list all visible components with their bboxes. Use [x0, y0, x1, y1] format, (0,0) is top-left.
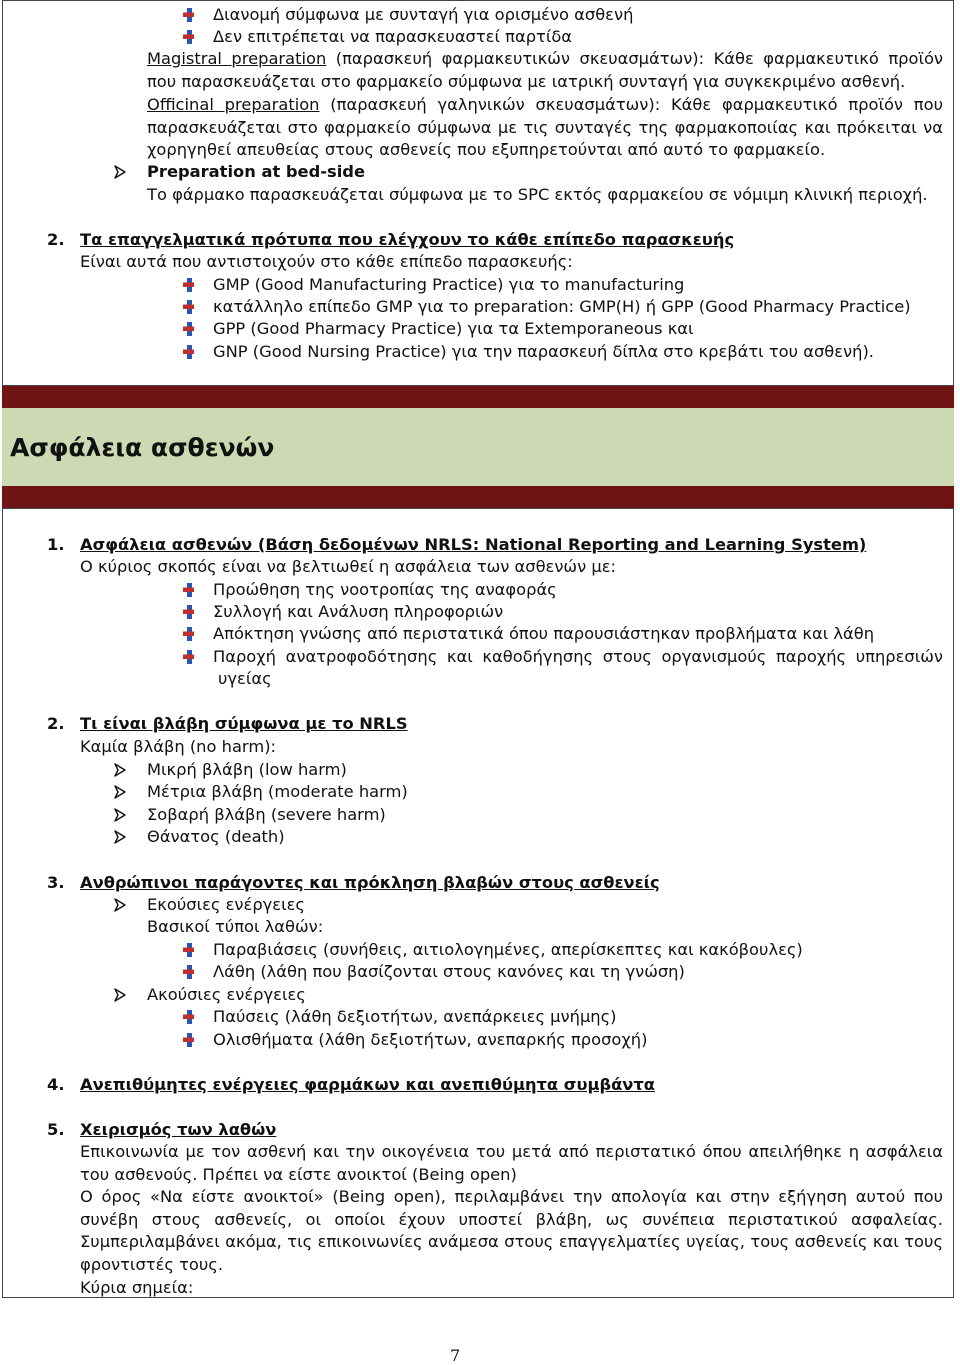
p5-number: 5.	[47, 1120, 65, 1139]
bullet-icon	[182, 345, 196, 359]
p3-voluntary-item: Λάθη (λάθη που βασίζονται στους κανόνες και τη γνώση)	[213, 962, 685, 981]
p1-number: 1.	[47, 535, 65, 554]
p2-title: Τι είναι βλάβη σύμφωνα με το NRLS	[80, 714, 408, 733]
arrow-bullet-icon	[113, 898, 127, 912]
p3-involuntary-item: Παύσεις (λάθη δεξιοτήτων, ανεπάρκειες μνήμης)	[213, 1007, 617, 1026]
section-band-top	[2, 386, 954, 408]
s2-title: Τα επαγγελματικά πρότυπα που ελέγχουν το κάθε επίπεδο παρασκευής	[80, 230, 735, 249]
p1-item-continuation: υγείας	[218, 669, 272, 688]
s2-item: GPP (Good Pharmacy Practice) για τα Extemporaneous και	[213, 319, 694, 338]
officinal-text: (παρασκευή γαληνικών σκευασμάτων): Κάθε φαρμακευτικό προϊόν που παρασκευάζεται στο φαρμακείο σύμφωνα με τις συνταγές της φαρμακοποιίας και πρόκειται να χορηγηθεί απευθείας στους ασθενείς που εξυπηρετούνται από αυτό το φαρμακείο.	[147, 95, 943, 159]
bullet-icon	[182, 965, 196, 979]
bullet-icon	[182, 278, 196, 292]
bullet-icon	[182, 1033, 196, 1047]
bullet-icon	[182, 1010, 196, 1024]
bullet-icon	[182, 605, 196, 619]
bullet-icon	[182, 30, 196, 44]
p1-item: Απόκτηση γνώσης από περιστατικά όπου παρουσιάστηκαν προβλήματα και λάθη	[213, 624, 875, 643]
arrow-bullet-icon	[113, 808, 127, 822]
section-title: Ασφάλεια ασθενών	[10, 433, 275, 462]
bedside-text: Το φάρμακο παρασκευάζεται σύμφωνα με το SPC εκτός φαρμακείου σε νόμιμη κλινική περιοχή.	[147, 185, 928, 204]
p3-involuntary: Ακούσιες ενέργειες	[147, 985, 306, 1004]
s2-item: GMP (Good Manufacturing Practice) για το manufacturing	[213, 275, 685, 294]
bullet-icon	[182, 627, 196, 641]
p2-item: Μέτρια βλάβη (moderate harm)	[147, 782, 408, 801]
p2-number: 2.	[47, 714, 65, 733]
p1-intro: Ο κύριος σκοπός είναι να βελτιωθεί η ασφάλεια των ασθενών με:	[80, 557, 616, 576]
p2-item: Σοβαρή βλάβη (severe harm)	[147, 805, 386, 824]
bedside-heading: Preparation at bed-side	[147, 162, 365, 181]
arrow-bullet-icon	[113, 763, 127, 777]
p5-title: Χειρισμός των λαθών	[80, 1120, 277, 1139]
magistral-paragraph	[147, 48, 943, 93]
p5-paragraph-2: Ο όρος «Να είστε ανοικτοί» (Being open), περιλαμβάνει την απολογία και στην εξήγηση αυτού που συνέβη στους ασθενείς, οι οποίοι έχουν υποστεί βλάβη, ως συνέπεια περιστατικού ασφαλείας. Συμπεριλαμβάνει ακόμα, τις επικοινωνίες ανάμεσα στους επαγγελματίες υγείας, τους ασθενείς και τους φροντιστές τους.	[80, 1187, 943, 1274]
p3-number: 3.	[47, 873, 65, 892]
s2-intro: Είναι αυτά που αντιστοιχούν στο κάθε επίπεδο παρασκευής:	[80, 252, 573, 271]
p3-voluntary-sub: Βασικοί τύποι λαθών:	[147, 917, 324, 936]
arrow-bullet-icon	[113, 165, 127, 179]
bullet-icon	[182, 300, 196, 314]
p2-intro: Καμία βλάβη (no harm):	[80, 737, 277, 756]
arrow-bullet-icon	[113, 830, 127, 844]
p1-item: Συλλογή και Ανάλυση πληροφοριών	[213, 602, 504, 621]
bullet-icon	[182, 8, 196, 22]
p4-title: Ανεπιθύμητες ενέργειες φαρμάκων και ανεπιθύμητα συμβάντα	[80, 1075, 655, 1094]
p5-key-points: Κύρια σημεία:	[80, 1278, 194, 1297]
p1-title: Ασφάλεια ασθενών (Βάση δεδομένων NRLS: National Reporting and Learning System)	[80, 535, 867, 554]
page-number: 7	[450, 1346, 461, 1365]
p1-item: Προώθηση της νοοτροπίας της αναφοράς	[213, 580, 557, 599]
bullet-text: Δεν επιτρέπεται να παρασκευαστεί παρτίδα	[213, 27, 573, 46]
p3-title: Ανθρώπινοι παράγοντες και πρόκληση βλαβών στους ασθενείς	[80, 873, 660, 892]
p4-number: 4.	[47, 1075, 65, 1094]
officinal-paragraph	[147, 94, 943, 162]
arrow-bullet-icon	[113, 988, 127, 1002]
p3-voluntary: Εκούσιες ενέργειες	[147, 895, 305, 914]
p2-item: Μικρή βλάβη (low harm)	[147, 760, 347, 779]
s2-item: κατάλληλο επίπεδο GMP για το preparation: GMP(H) ή GPP (Good Pharmacy Practice)	[213, 297, 911, 316]
bullet-icon	[182, 583, 196, 597]
p5-paragraph-1: Επικοινωνία με τον ασθενή και την οικογένεια του μετά από περιστατικό όπου απειλήθηκε η ασφάλεια του ασθενούς. Πρέπει να είστε ανοικτοί (Being open)	[80, 1142, 943, 1184]
p3-involuntary-item: Ολισθήματα (λάθη δεξιοτήτων, ανεπαρκής προσοχή)	[213, 1030, 648, 1049]
arrow-bullet-icon	[113, 785, 127, 799]
bullet-icon	[182, 943, 196, 957]
s2-number: 2.	[47, 230, 65, 249]
officinal-term: Officinal preparation	[147, 95, 320, 114]
section-band-bottom	[2, 486, 954, 508]
magistral-text: (παρασκευή φαρμακευτικών σκευασμάτων): Κάθε φαρμακευτικό προϊόν που παρασκευάζεται στο φαρμακείο σύμφωνα με ιατρική συνταγή για συγκεκριμένο ασθενή.	[147, 49, 944, 91]
p2-item: Θάνατος (death)	[147, 827, 285, 846]
bullet-icon	[182, 322, 196, 336]
bullet-text: Διανομή σύμφωνα με συνταγή για ορισμένο ασθενή	[213, 5, 634, 24]
bullet-icon	[182, 650, 196, 664]
p1-item: Παροχή ανατροφοδότησης και καθοδήγησης στους οργανισμούς παροχής υπηρεσιών	[213, 647, 943, 666]
p3-voluntary-item: Παραβιάσεις (συνήθεις, αιτιολογημένες, απερίσκεπτες και κακόβουλες)	[213, 940, 803, 959]
magistral-term: Magistral preparation	[147, 49, 327, 68]
s2-item: GNP (Good Nursing Practice) για την παρασκευή δίπλα στο κρεβάτι του ασθενή).	[213, 342, 874, 361]
